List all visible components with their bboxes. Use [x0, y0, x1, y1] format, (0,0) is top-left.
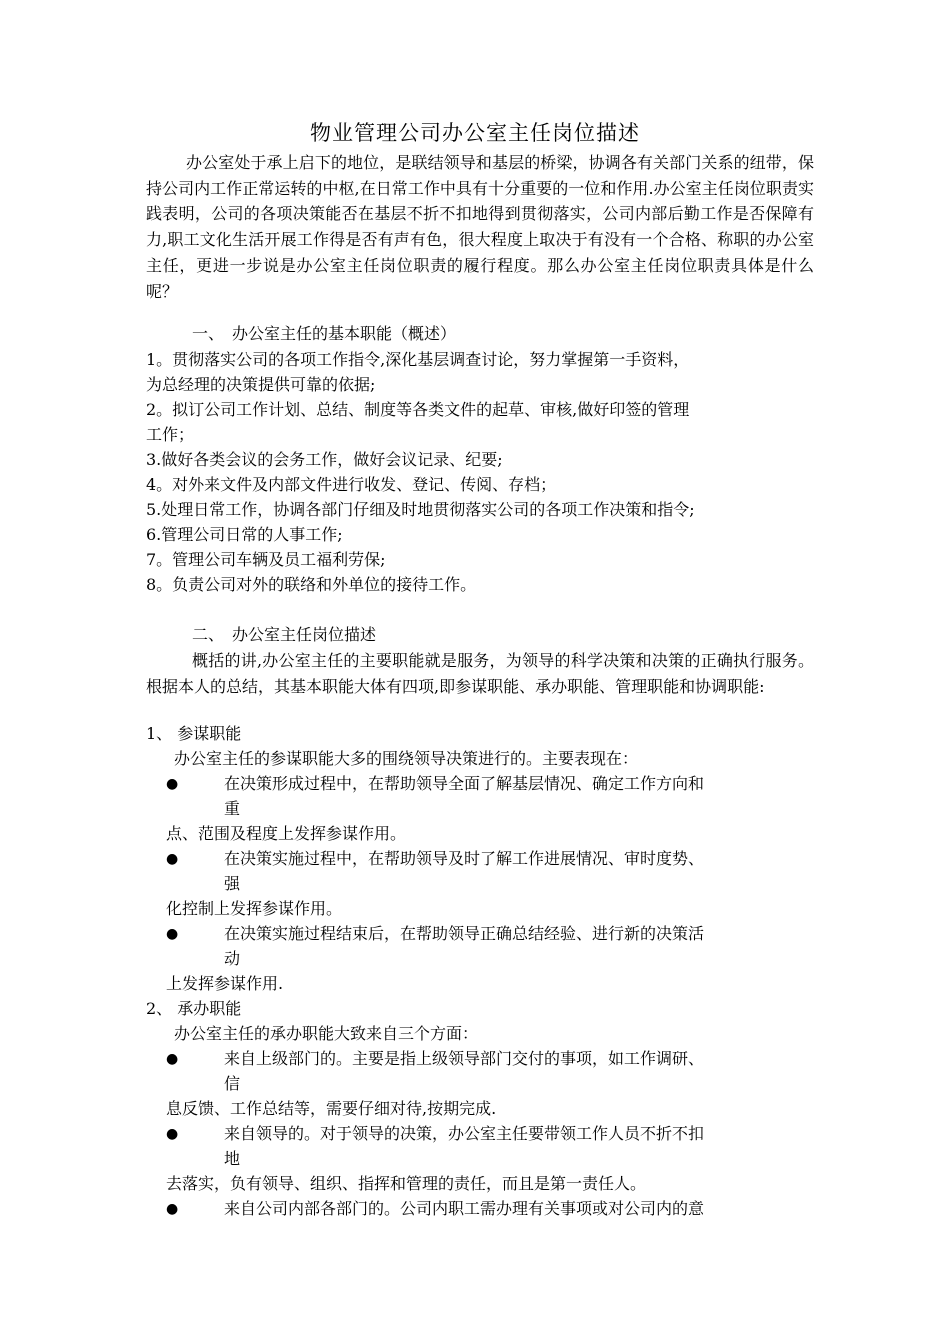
bullet-text: 在决策形成过程中，在帮助领导全面了解基层情况、确定工作方向和 [224, 774, 705, 793]
list-item: 为总经理的决策提供可靠的依据; [146, 375, 376, 394]
bullet-text: 在决策实施过程中，在帮助领导及时了解工作进展情况、审时度势、 [224, 849, 705, 868]
bullet-wrap: 动 [224, 949, 241, 968]
bullet-icon: ● [166, 926, 179, 942]
bullet-continuation: 息反馈、工作总结等，需要仔细对待,按期完成. [166, 1099, 497, 1118]
bullet-text: 在决策实施过程结束后，在帮助领导正确总结经验、进行新的决策活 [224, 924, 705, 943]
document-title: 物业管理公司办公室主任岗位描述 [310, 121, 640, 145]
section2-summary: 概括的讲,办公室主任的主要职能就是服务，为领导的科学决策和决策的正确执行服务。根据本人的总结，其基本职能大体有四项,即参谋职能、承办职能、管理职能和协调职能: [146, 651, 814, 696]
list-item: 8。负责公司对外的联络和外单位的接待工作。 [146, 575, 477, 594]
bullet-continuation: 点、范围及程度上发挥参谋作用。 [166, 824, 407, 843]
bullet-wrap: 地 [224, 1149, 241, 1168]
list-item: 2。拟订公司工作计划、总结、制度等各类文件的起草、审核,做好印签的管理 [146, 400, 690, 419]
intro-paragraph: 办公室处于承上启下的地位，是联结领导和基层的桥梁，协调各有关部门关系的纽带，保持公司内工作正常运转的中枢,在日常工作中具有十分重要的一位和作用.办公室主任岗位职责实践表明，公司的各项决策能否在基层不折不扣地得到贯彻落实，公司内部后勤工作是否保障有力,职工文化生活开展工作得是否有声有色，很大程度上取决于有没有一个合格、称职的办公室主任，更进一步说是办公室主任岗位职责的履行程度。那么办公室主任岗位职责具体是什么呢？ [146, 153, 814, 301]
bullet-text: 来自上级部门的。主要是指上级领导部门交付的事项，如工作调研、 [224, 1049, 705, 1068]
bullet-wrap: 强 [224, 874, 241, 893]
sub2-heading: 2、 承办职能 [146, 999, 242, 1018]
bullet-text: 来自领导的。对于领导的决策，办公室主任要带领工作人员不折不扣 [224, 1124, 705, 1143]
bullet-continuation: 化控制上发挥参谋作用。 [166, 899, 343, 918]
list-item: 5.处理日常工作，协调各部门仔细及时地贯彻落实公司的各项工作决策和指令; [146, 500, 695, 519]
sub2-lead: 办公室主任的承办职能大致来自三个方面： [174, 1024, 479, 1043]
bullet-wrap: 信 [224, 1074, 241, 1093]
section1-heading: 一、 办公室主任的基本职能（概述） [192, 324, 457, 343]
bullet-icon: ● [166, 1201, 179, 1217]
sub1-heading: 1、 参谋职能 [146, 724, 242, 743]
bullet-icon: ● [166, 851, 179, 867]
sub1-lead: 办公室主任的参谋职能大多的围绕领导决策进行的。主要表现在： [174, 749, 639, 768]
bullet-icon: ● [166, 776, 179, 792]
bullet-text: 来自公司内部各部门的。公司内职工需办理有关事项或对公司内的意 [224, 1199, 705, 1218]
list-item: 1。贯彻落实公司的各项工作指令,深化基层调查讨论，努力掌握第一手资料， [146, 350, 690, 369]
list-item: 6.管理公司日常的人事工作; [146, 525, 343, 544]
bullet-icon: ● [166, 1126, 179, 1142]
bullet-wrap: 重 [224, 799, 241, 818]
list-item: 4。对外来文件及内部文件进行收发、登记、传阅、存档； [146, 475, 557, 494]
bullet-continuation: 去落实，负有领导、组织、指挥和管理的责任，而且是第一责任人。 [166, 1174, 647, 1193]
list-item: 3.做好各类会议的会务工作，做好会议记录、纪要; [146, 450, 503, 469]
list-item: 7。管理公司车辆及员工福利劳保; [146, 550, 386, 569]
bullet-continuation: 上发挥参谋作用. [166, 974, 284, 993]
section2-heading: 二、 办公室主任岗位描述 [192, 625, 377, 644]
list-item: 工作； [146, 425, 195, 444]
bullet-icon: ● [166, 1051, 179, 1067]
